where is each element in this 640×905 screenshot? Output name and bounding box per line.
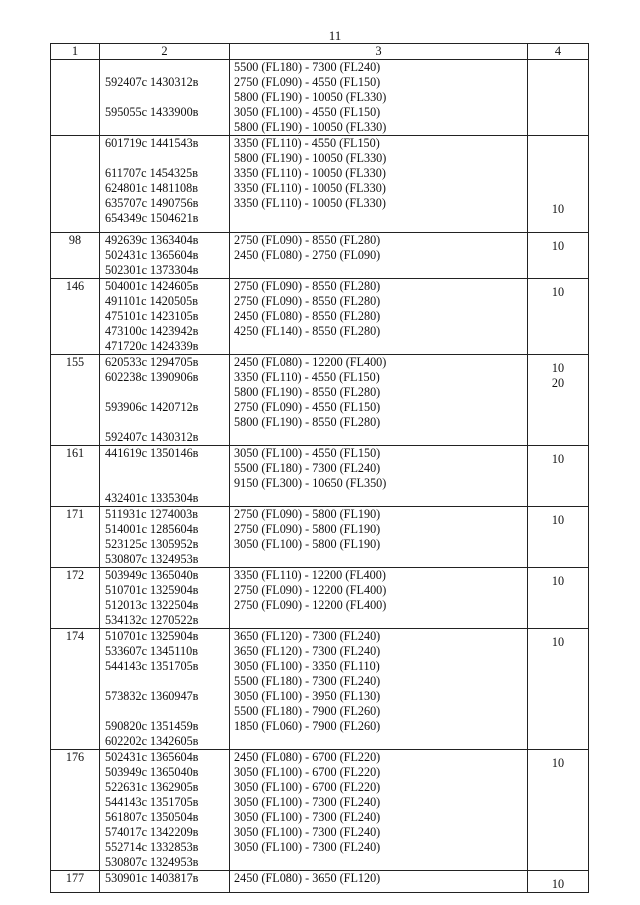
value-line	[528, 217, 588, 232]
altitude-cell	[230, 233, 528, 279]
altitude-range-line: 3050 (FL100) - 3950 (FL130)	[234, 689, 381, 703]
altitude-range-line: 1850 (FL060) - 7900 (FL260)	[234, 719, 381, 733]
coordinate-line: 544143с 1351705в	[105, 795, 199, 809]
altitude-range-line: 3350 (FL110) - 4550 (FL150)	[234, 370, 380, 384]
page-number: 11	[328, 28, 342, 43]
altitude-range-line: 3050 (FL100) - 3350 (FL110)	[234, 659, 380, 673]
altitude-range-line: 2450 (FL080) - 8550 (FL280)	[234, 309, 381, 323]
altitude-cell	[230, 507, 528, 568]
coordinate-line: 624801с 1481108в	[105, 181, 198, 195]
table-row	[51, 136, 589, 233]
coordinates-cell	[100, 60, 230, 136]
coordinates-cell	[100, 355, 230, 446]
value-line: 10	[551, 202, 565, 216]
coordinate-line: 523125с 1305952в	[105, 537, 199, 551]
altitude-range-line: 2750 (FL090) - 12200 (FL400)	[234, 598, 387, 612]
value-cell	[528, 629, 589, 750]
coordinate-line: 441619с 1350146в	[105, 446, 199, 460]
coordinate-line: 514001с 1285604в	[105, 522, 199, 536]
coordinate-line: 511931с 1274003в	[105, 507, 198, 521]
value-line: 20	[551, 376, 565, 390]
coordinate-line: 432401с 1335304в	[105, 491, 199, 505]
altitude-range-line: 2750 (FL090) - 8550 (FL280)	[234, 279, 381, 293]
altitude-range-line: 2750 (FL090) - 12200 (FL400)	[234, 583, 387, 597]
altitude-cell	[230, 279, 528, 355]
altitude-cell	[230, 60, 528, 136]
altitude-range-line: 2750 (FL090) - 8550 (FL280)	[234, 233, 381, 247]
header-row	[51, 44, 589, 60]
table-row	[51, 568, 589, 629]
row-number	[51, 136, 100, 233]
coordinate-line	[105, 415, 229, 430]
coordinate-line: 530807с 1324953в	[105, 855, 199, 869]
coordinate-line: 492639с 1363404в	[105, 233, 199, 247]
coordinate-line	[105, 90, 229, 105]
coordinate-line	[105, 674, 229, 689]
value-line: 10	[551, 361, 565, 375]
altitude-range-line	[234, 211, 527, 226]
coordinate-line: 601719с 1441543в	[105, 136, 199, 150]
coordinate-line: 502431с 1365604в	[105, 248, 199, 262]
altitude-range-line	[234, 552, 527, 567]
table-body	[51, 60, 589, 893]
altitude-range-line: 2750 (FL090) - 5800 (FL190)	[234, 507, 381, 521]
altitude-range-line	[234, 491, 527, 506]
row-number: 177	[51, 871, 100, 893]
coordinate-line: 475101с 1423105в	[105, 309, 199, 323]
value-line: 10	[551, 877, 565, 891]
value-line	[528, 157, 588, 172]
altitude-range-line	[234, 734, 527, 749]
altitude-range-line: 3050 (FL100) - 7300 (FL240)	[234, 810, 381, 824]
value-cell	[528, 446, 589, 507]
table-row	[51, 629, 589, 750]
coordinates-cell	[100, 279, 230, 355]
altitude-range-line	[234, 339, 527, 354]
altitude-range-line	[234, 430, 527, 445]
coordinate-line: 503949с 1365040в	[105, 765, 199, 779]
value-line	[528, 142, 588, 157]
coordinate-line: 590820с 1351459в	[105, 719, 199, 733]
value-line: 10	[551, 513, 565, 527]
table-row	[51, 60, 589, 136]
row-number: 176	[51, 750, 100, 871]
coordinate-line: 502301с 1373304в	[105, 263, 199, 277]
row-number: 98	[51, 233, 100, 279]
altitude-range-line: 3350 (FL110) - 10050 (FL330)	[234, 181, 386, 195]
row-number: 146	[51, 279, 100, 355]
altitude-range-line: 5800 (FL190) - 10050 (FL330)	[234, 120, 387, 134]
value-cell	[528, 871, 589, 893]
altitude-range-line: 3350 (FL110) - 4550 (FL150)	[234, 136, 380, 150]
altitude-range-line: 3050 (FL100) - 6700 (FL220)	[234, 765, 381, 779]
altitude-range-line: 5800 (FL190) - 10050 (FL330)	[234, 151, 387, 165]
altitude-range-line: 2750 (FL090) - 4550 (FL150)	[234, 75, 381, 89]
altitude-range-line: 5500 (FL180) - 7300 (FL240)	[234, 461, 381, 475]
altitude-cell	[230, 629, 528, 750]
value-line: 10	[551, 452, 565, 466]
coordinate-line: 530901с 1403817в	[105, 871, 199, 885]
altitude-range-line: 3650 (FL120) - 7300 (FL240)	[234, 644, 381, 658]
altitude-range-line: 9150 (FL300) - 10650 (FL350)	[234, 476, 387, 490]
coordinate-line: 620533с 1294705в	[105, 355, 199, 369]
altitude-range-line: 2750 (FL090) - 4550 (FL150)	[234, 400, 381, 414]
coordinate-line: 533607с 1345110в	[105, 644, 198, 658]
value-cell	[528, 233, 589, 279]
altitude-range-line: 2750 (FL090) - 5800 (FL190)	[234, 522, 381, 536]
altitude-cell	[230, 355, 528, 446]
table-row	[51, 750, 589, 871]
coordinate-line: 473100с 1423942в	[105, 324, 199, 338]
coordinate-line: 561807с 1350504в	[105, 810, 199, 824]
coordinate-line: 602238с 1390906в	[105, 370, 199, 384]
altitude-range-line: 3350 (FL110) - 12200 (FL400)	[234, 568, 386, 582]
value-line	[528, 172, 588, 187]
altitude-range-line: 3050 (FL100) - 4550 (FL150)	[234, 446, 381, 460]
value-cell	[528, 279, 589, 355]
value-cell	[528, 60, 589, 136]
airspace-table	[50, 43, 589, 893]
altitude-range-line: 2750 (FL090) - 8550 (FL280)	[234, 294, 381, 308]
value-line: 10	[551, 635, 565, 649]
row-number: 155	[51, 355, 100, 446]
coordinate-line: 592407с 1430312в	[105, 430, 199, 444]
table-row	[51, 355, 589, 446]
value-cell	[528, 568, 589, 629]
column-header: 1	[51, 44, 100, 60]
coordinate-line: 544143с 1351705в	[105, 659, 199, 673]
row-number: 171	[51, 507, 100, 568]
value-line: 10	[551, 574, 565, 588]
coordinate-line: 654349с 1504621в	[105, 211, 199, 225]
altitude-range-line: 3350 (FL110) - 10050 (FL330)	[234, 196, 386, 210]
coordinates-cell	[100, 446, 230, 507]
value-line: 10	[551, 756, 565, 770]
table-row	[51, 507, 589, 568]
altitude-cell	[230, 446, 528, 507]
coordinate-line: 504001с 1424605в	[105, 279, 199, 293]
coordinate-line: 491101с 1420505в	[105, 294, 198, 308]
altitude-range-line: 5800 (FL190) - 10050 (FL330)	[234, 90, 387, 104]
altitude-range-line: 4250 (FL140) - 8550 (FL280)	[234, 324, 381, 338]
altitude-cell	[230, 136, 528, 233]
altitude-range-line: 2450 (FL080) - 2750 (FL090)	[234, 248, 381, 262]
altitude-range-line: 5800 (FL190) - 8550 (FL280)	[234, 385, 381, 399]
coordinate-line: 534132с 1270522в	[105, 613, 199, 627]
coordinates-cell	[100, 871, 230, 893]
value-cell	[528, 507, 589, 568]
coordinate-line: 574017с 1342209в	[105, 825, 199, 839]
altitude-range-line: 2450 (FL080) - 6700 (FL220)	[234, 750, 381, 764]
coordinate-line: 595055с 1433900в	[105, 105, 199, 119]
coordinate-line: 635707с 1490756в	[105, 196, 199, 210]
table-row	[51, 279, 589, 355]
table-row	[51, 233, 589, 279]
altitude-range-line: 5500 (FL180) - 7900 (FL260)	[234, 704, 381, 718]
coordinates-cell	[100, 750, 230, 871]
coordinates-cell	[100, 136, 230, 233]
altitude-range-line	[234, 263, 527, 278]
altitude-range-line: 5800 (FL190) - 8550 (FL280)	[234, 415, 381, 429]
value-cell	[528, 136, 589, 233]
altitude-range-line: 3050 (FL100) - 7300 (FL240)	[234, 795, 381, 809]
coordinate-line: 611707с 1454325в	[105, 166, 198, 180]
coordinate-line: 573832с 1360947в	[105, 689, 199, 703]
altitude-range-line: 5500 (FL180) - 7300 (FL240)	[234, 674, 381, 688]
coordinate-line	[105, 120, 229, 135]
coordinate-line: 593906с 1420712в	[105, 400, 199, 414]
coordinate-line: 602202с 1342605в	[105, 734, 199, 748]
column-header: 4	[528, 44, 589, 60]
coordinate-line	[105, 60, 229, 75]
column-header: 2	[100, 44, 230, 60]
row-number	[51, 60, 100, 136]
altitude-range-line: 3050 (FL100) - 7300 (FL240)	[234, 840, 381, 854]
row-number: 174	[51, 629, 100, 750]
altitude-range-line: 3350 (FL110) - 10050 (FL330)	[234, 166, 386, 180]
coordinate-line: 522631с 1362905в	[105, 780, 199, 794]
altitude-range-line: 2450 (FL080) - 3650 (FL120)	[234, 871, 381, 885]
coordinate-line: 552714с 1332853в	[105, 840, 199, 854]
altitude-range-line: 3050 (FL100) - 4550 (FL150)	[234, 105, 381, 119]
altitude-range-line: 3050 (FL100) - 7300 (FL240)	[234, 825, 381, 839]
coordinate-line	[105, 476, 229, 491]
altitude-range-line: 3650 (FL120) - 7300 (FL240)	[234, 629, 381, 643]
value-cell	[528, 355, 589, 446]
coordinate-line: 510701с 1325904в	[105, 629, 199, 643]
row-number: 172	[51, 568, 100, 629]
coordinate-line: 530807с 1324953в	[105, 552, 199, 566]
coordinates-cell	[100, 233, 230, 279]
coordinate-line: 502431с 1365604в	[105, 750, 199, 764]
coordinate-line	[105, 385, 229, 400]
coordinates-cell	[100, 507, 230, 568]
altitude-cell	[230, 871, 528, 893]
value-line: 10	[551, 239, 565, 253]
altitude-range-line: 5500 (FL180) - 7300 (FL240)	[234, 60, 381, 74]
row-number: 161	[51, 446, 100, 507]
coordinate-line: 512013с 1322504в	[105, 598, 199, 612]
coordinate-line: 510701с 1325904в	[105, 583, 199, 597]
altitude-range-line	[234, 855, 527, 870]
column-header: 3	[230, 44, 528, 60]
value-line: 10	[551, 285, 565, 299]
altitude-range-line: 3050 (FL100) - 6700 (FL220)	[234, 780, 381, 794]
value-line	[528, 187, 588, 202]
altitude-range-line	[234, 613, 527, 628]
coordinate-line	[105, 461, 229, 476]
altitude-range-line: 2450 (FL080) - 12200 (FL400)	[234, 355, 387, 369]
table-row	[51, 446, 589, 507]
coordinates-cell	[100, 568, 230, 629]
value-cell	[528, 750, 589, 871]
altitude-range-line: 3050 (FL100) - 5800 (FL190)	[234, 537, 381, 551]
altitude-cell	[230, 568, 528, 629]
coordinates-cell	[100, 629, 230, 750]
coordinate-line	[105, 704, 229, 719]
coordinate-line	[105, 151, 229, 166]
coordinate-line: 503949с 1365040в	[105, 568, 199, 582]
table-row	[51, 871, 589, 893]
altitude-cell	[230, 750, 528, 871]
coordinate-line: 471720с 1424339в	[105, 339, 199, 353]
coordinate-line: 592407с 1430312в	[105, 75, 199, 89]
